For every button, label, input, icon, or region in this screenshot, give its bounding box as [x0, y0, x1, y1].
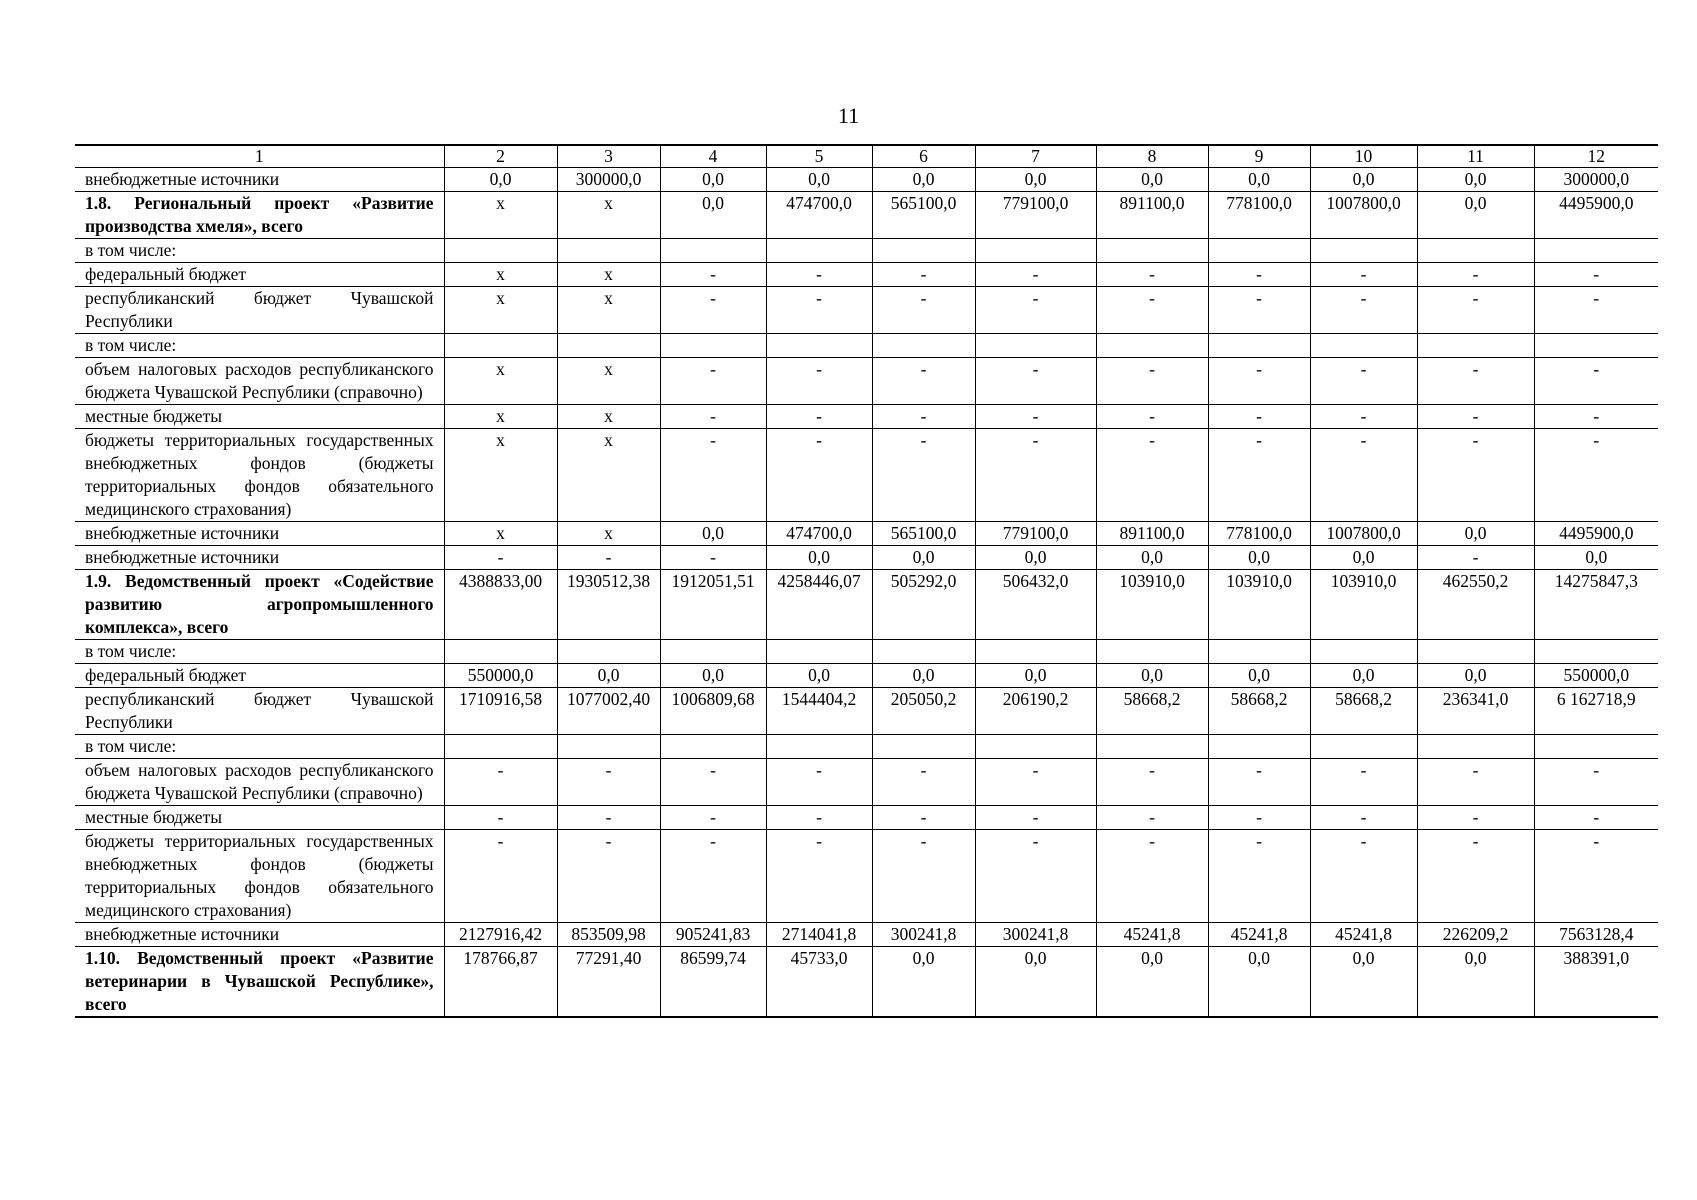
table-cell-col-10: 58668,2: [1310, 688, 1417, 735]
table-cell-col-10: [1310, 334, 1417, 358]
table-cell-col-4: -: [660, 358, 766, 405]
table-cell-col-6: -: [872, 429, 975, 522]
table-cell-col-9: -: [1208, 759, 1310, 806]
table-cell-col-2: -: [444, 759, 557, 806]
column-number-12: 12: [1534, 145, 1658, 168]
column-number-9: 9: [1208, 145, 1310, 168]
table-cell-col-11: [1417, 735, 1534, 759]
table-row: [75, 546, 1658, 570]
table-cell-col-5: 4258446,07: [766, 570, 872, 640]
table-cell-col-3: 1077002,40: [557, 688, 660, 735]
table-cell-col-11: 462550,2: [1417, 570, 1534, 640]
table-cell-col-6: [872, 239, 975, 263]
column-number-10: 10: [1310, 145, 1417, 168]
table-cell-col-10: 1007800,0: [1310, 192, 1417, 239]
table-cell-col-11: 0,0: [1417, 522, 1534, 546]
table-cell-col-5: 0,0: [766, 168, 872, 192]
table-cell-col-11: -: [1417, 429, 1534, 522]
table-cell-col-9: 0,0: [1208, 947, 1310, 1018]
table-cell-col-3: х: [557, 192, 660, 239]
column-number-1: 1: [75, 145, 444, 168]
table-cell-col-7: [975, 735, 1096, 759]
table-cell-col-6: -: [872, 759, 975, 806]
table-cell-col-12: 7563128,4: [1534, 923, 1658, 947]
table-cell-col-9: 778100,0: [1208, 522, 1310, 546]
table-cell-col-9: 0,0: [1208, 168, 1310, 192]
table-cell-col-7: -: [975, 287, 1096, 334]
table-cell-col-9: [1208, 334, 1310, 358]
table-cell-col-6: 0,0: [872, 664, 975, 688]
table-cell-col-5: 1544404,2: [766, 688, 872, 735]
column-number-3: 3: [557, 145, 660, 168]
table-cell-col-6: 505292,0: [872, 570, 975, 640]
row-label: в том числе:: [75, 735, 444, 759]
table-cell-col-3: [557, 239, 660, 263]
table-cell-col-10: -: [1310, 263, 1417, 287]
table-cell-col-10: 0,0: [1310, 664, 1417, 688]
table-cell-col-6: [872, 334, 975, 358]
table-cell-col-3: 853509,98: [557, 923, 660, 947]
table-cell-col-12: -: [1534, 759, 1658, 806]
table-cell-col-4: [660, 735, 766, 759]
table-cell-col-7: -: [975, 263, 1096, 287]
table-cell-col-7: 0,0: [975, 947, 1096, 1018]
table-cell-col-12: -: [1534, 263, 1658, 287]
table-cell-col-10: -: [1310, 358, 1417, 405]
table-cell-col-4: -: [660, 759, 766, 806]
table-cell-col-6: 0,0: [872, 168, 975, 192]
table-cell-col-6: 205050,2: [872, 688, 975, 735]
table-cell-col-7: [975, 334, 1096, 358]
table-row: [75, 664, 1658, 688]
table-cell-col-8: 103910,0: [1096, 570, 1208, 640]
table-cell-col-4: 0,0: [660, 192, 766, 239]
table-cell-col-9: [1208, 735, 1310, 759]
table-cell-col-8: -: [1096, 759, 1208, 806]
row-label: республиканский бюджет Чувашской Республики: [75, 287, 444, 334]
table-cell-col-11: -: [1417, 358, 1534, 405]
table-cell-col-8: [1096, 334, 1208, 358]
table-cell-col-10: 45241,8: [1310, 923, 1417, 947]
column-number-4: 4: [660, 145, 766, 168]
table-cell-col-11: 0,0: [1417, 947, 1534, 1018]
table-cell-col-10: -: [1310, 287, 1417, 334]
table-cell-col-9: -: [1208, 287, 1310, 334]
table-cell-col-11: -: [1417, 830, 1534, 923]
table-cell-col-12: [1534, 334, 1658, 358]
table-cell-col-3: 1930512,38: [557, 570, 660, 640]
table-cell-col-3: х: [557, 522, 660, 546]
row-label: в том числе:: [75, 239, 444, 263]
table-cell-col-11: 236341,0: [1417, 688, 1534, 735]
table-cell-col-8: 891100,0: [1096, 192, 1208, 239]
table-row: [75, 168, 1658, 192]
table-cell-col-5: -: [766, 759, 872, 806]
table-cell-col-12: 4495900,0: [1534, 192, 1658, 239]
table-cell-col-3: [557, 640, 660, 664]
table-cell-col-8: 0,0: [1096, 546, 1208, 570]
table-cell-col-9: [1208, 640, 1310, 664]
table-cell-col-6: -: [872, 806, 975, 830]
row-label: 1.8. Региональный проект «Развитие производства хмеля», всего: [75, 192, 444, 239]
column-number-6: 6: [872, 145, 975, 168]
table-row: [75, 806, 1658, 830]
row-label: внебюджетные источники: [75, 168, 444, 192]
table-row: [75, 570, 1658, 640]
table-cell-col-11: 0,0: [1417, 664, 1534, 688]
table-cell-col-3: -: [557, 830, 660, 923]
row-label: в том числе:: [75, 640, 444, 664]
table-cell-col-10: [1310, 640, 1417, 664]
table-cell-col-6: [872, 640, 975, 664]
table-cell-col-11: [1417, 239, 1534, 263]
column-number-5: 5: [766, 145, 872, 168]
table-cell-col-11: 0,0: [1417, 192, 1534, 239]
table-cell-col-9: 0,0: [1208, 546, 1310, 570]
table-row: [75, 358, 1658, 405]
table-cell-col-4: [660, 239, 766, 263]
table-row: [75, 830, 1658, 923]
table-cell-col-3: х: [557, 263, 660, 287]
table-cell-col-9: -: [1208, 263, 1310, 287]
table-row: [75, 688, 1658, 735]
table-cell-col-9: -: [1208, 358, 1310, 405]
table-cell-col-5: [766, 735, 872, 759]
table-cell-col-11: 226209,2: [1417, 923, 1534, 947]
table-cell-col-4: 1912051,51: [660, 570, 766, 640]
table-cell-col-12: -: [1534, 358, 1658, 405]
table-cell-col-7: 0,0: [975, 168, 1096, 192]
column-number-8: 8: [1096, 145, 1208, 168]
table-row: [75, 735, 1658, 759]
row-label: бюджеты территориальных государственных внебюджетных фондов (бюджеты территориальных фондов обязательного медицинского страхования): [75, 429, 444, 522]
table-cell-col-5: 0,0: [766, 664, 872, 688]
table-cell-col-8: -: [1096, 405, 1208, 429]
table-cell-col-5: -: [766, 358, 872, 405]
table-cell-col-11: [1417, 334, 1534, 358]
table-cell-col-9: 58668,2: [1208, 688, 1310, 735]
table-cell-col-3: [557, 735, 660, 759]
table-cell-col-10: 0,0: [1310, 546, 1417, 570]
table-cell-col-2: 1710916,58: [444, 688, 557, 735]
table-cell-col-4: -: [660, 405, 766, 429]
table-cell-col-9: 45241,8: [1208, 923, 1310, 947]
table-cell-col-3: [557, 334, 660, 358]
table-cell-col-8: -: [1096, 358, 1208, 405]
table-cell-col-2: -: [444, 830, 557, 923]
table-row: [75, 334, 1658, 358]
table-cell-col-3: х: [557, 405, 660, 429]
table-cell-col-7: -: [975, 830, 1096, 923]
table-cell-col-11: 0,0: [1417, 168, 1534, 192]
table-cell-col-9: [1208, 239, 1310, 263]
table-cell-col-4: 0,0: [660, 168, 766, 192]
table-cell-col-12: 4495900,0: [1534, 522, 1658, 546]
table-cell-col-12: 550000,0: [1534, 664, 1658, 688]
table-cell-col-3: 300000,0: [557, 168, 660, 192]
table-row: [75, 640, 1658, 664]
table-cell-col-7: -: [975, 806, 1096, 830]
table-cell-col-2: 2127916,42: [444, 923, 557, 947]
table-cell-col-2: [444, 735, 557, 759]
table-cell-col-10: -: [1310, 405, 1417, 429]
table-cell-col-2: х: [444, 405, 557, 429]
table-row: [75, 947, 1658, 1018]
row-label: местные бюджеты: [75, 405, 444, 429]
table-cell-col-4: [660, 640, 766, 664]
table-cell-col-7: 779100,0: [975, 192, 1096, 239]
column-number-7: 7: [975, 145, 1096, 168]
table-cell-col-9: -: [1208, 806, 1310, 830]
table-cell-col-2: -: [444, 806, 557, 830]
table-cell-col-2: [444, 334, 557, 358]
table-cell-col-11: -: [1417, 759, 1534, 806]
table-cell-col-12: 0,0: [1534, 546, 1658, 570]
table-cell-col-8: 58668,2: [1096, 688, 1208, 735]
table-cell-col-3: х: [557, 287, 660, 334]
table-cell-col-6: 565100,0: [872, 192, 975, 239]
row-label: федеральный бюджет: [75, 263, 444, 287]
table-cell-col-6: -: [872, 405, 975, 429]
table-cell-col-6: 0,0: [872, 546, 975, 570]
table-cell-col-8: 0,0: [1096, 947, 1208, 1018]
table-cell-col-2: 178766,87: [444, 947, 557, 1018]
table-cell-col-7: -: [975, 759, 1096, 806]
table-cell-col-5: -: [766, 806, 872, 830]
table-cell-col-10: -: [1310, 759, 1417, 806]
table-cell-col-8: 45241,8: [1096, 923, 1208, 947]
table-cell-col-12: 300000,0: [1534, 168, 1658, 192]
column-number-11: 11: [1417, 145, 1534, 168]
table-cell-col-2: х: [444, 358, 557, 405]
table-cell-col-3: -: [557, 806, 660, 830]
table-cell-col-6: [872, 735, 975, 759]
table-cell-col-5: [766, 334, 872, 358]
row-label: 1.9. Ведомственный проект «Содействие развитию агропромышленного комплекса», всего: [75, 570, 444, 640]
table-cell-col-10: 103910,0: [1310, 570, 1417, 640]
table-row: [75, 759, 1658, 806]
table-cell-col-10: -: [1310, 429, 1417, 522]
column-number-2: 2: [444, 145, 557, 168]
table-cell-col-10: [1310, 735, 1417, 759]
table-cell-col-4: -: [660, 263, 766, 287]
table-cell-col-4: -: [660, 546, 766, 570]
table-cell-col-4: 905241,83: [660, 923, 766, 947]
table-cell-col-8: -: [1096, 806, 1208, 830]
table-cell-col-4: 86599,74: [660, 947, 766, 1018]
table-row: [75, 522, 1658, 546]
table-cell-col-4: 1006809,68: [660, 688, 766, 735]
financing-table-wrapper: [75, 144, 1658, 1018]
table-row: [75, 429, 1658, 522]
table-cell-col-10: 1007800,0: [1310, 522, 1417, 546]
table-cell-col-2: х: [444, 429, 557, 522]
table-cell-col-9: 778100,0: [1208, 192, 1310, 239]
table-cell-col-11: [1417, 640, 1534, 664]
table-cell-col-12: 6 162718,9: [1534, 688, 1658, 735]
table-cell-col-3: х: [557, 358, 660, 405]
table-cell-col-2: -: [444, 546, 557, 570]
table-cell-col-6: -: [872, 358, 975, 405]
table-cell-col-10: -: [1310, 806, 1417, 830]
table-cell-col-2: х: [444, 263, 557, 287]
table-cell-col-5: 2714041,8: [766, 923, 872, 947]
table-row: [75, 192, 1658, 239]
table-cell-col-11: -: [1417, 405, 1534, 429]
table-cell-col-3: -: [557, 546, 660, 570]
table-cell-col-5: 0,0: [766, 546, 872, 570]
table-cell-col-8: [1096, 239, 1208, 263]
table-cell-col-7: -: [975, 405, 1096, 429]
row-label: местные бюджеты: [75, 806, 444, 830]
table-row: [75, 263, 1658, 287]
row-label: объем налоговых расходов республиканского бюджета Чувашской Республики (справочно): [75, 759, 444, 806]
table-cell-col-7: 300241,8: [975, 923, 1096, 947]
table-cell-col-6: 565100,0: [872, 522, 975, 546]
table-cell-col-12: 14275847,3: [1534, 570, 1658, 640]
table-cell-col-2: х: [444, 522, 557, 546]
table-cell-col-10: 0,0: [1310, 168, 1417, 192]
table-cell-col-3: 77291,40: [557, 947, 660, 1018]
table-cell-col-7: [975, 239, 1096, 263]
table-cell-col-12: [1534, 735, 1658, 759]
table-cell-col-4: 0,0: [660, 664, 766, 688]
table-cell-col-5: 45733,0: [766, 947, 872, 1018]
table-cell-col-12: -: [1534, 806, 1658, 830]
table-cell-col-5: 474700,0: [766, 522, 872, 546]
table-cell-col-7: 0,0: [975, 664, 1096, 688]
table-cell-col-8: 0,0: [1096, 664, 1208, 688]
table-cell-col-8: [1096, 640, 1208, 664]
table-cell-col-3: -: [557, 759, 660, 806]
table-cell-col-12: -: [1534, 830, 1658, 923]
row-label: внебюджетные источники: [75, 522, 444, 546]
table-cell-col-7: 779100,0: [975, 522, 1096, 546]
table-cell-col-12: 388391,0: [1534, 947, 1658, 1018]
table-cell-col-2: х: [444, 192, 557, 239]
table-cell-col-7: 0,0: [975, 546, 1096, 570]
table-row: [75, 287, 1658, 334]
table-row: [75, 405, 1658, 429]
table-cell-col-2: 4388833,00: [444, 570, 557, 640]
row-label: в том числе:: [75, 334, 444, 358]
table-cell-col-8: 0,0: [1096, 168, 1208, 192]
table-cell-col-12: [1534, 239, 1658, 263]
table-cell-col-8: [1096, 735, 1208, 759]
table-cell-col-2: 0,0: [444, 168, 557, 192]
table-cell-col-3: 0,0: [557, 664, 660, 688]
table-cell-col-8: 891100,0: [1096, 522, 1208, 546]
table-cell-col-8: -: [1096, 263, 1208, 287]
table-cell-col-5: -: [766, 263, 872, 287]
table-cell-col-5: -: [766, 830, 872, 923]
table-cell-col-12: [1534, 640, 1658, 664]
table-cell-col-5: 474700,0: [766, 192, 872, 239]
table-cell-col-6: -: [872, 263, 975, 287]
table-header-row: [75, 145, 1658, 168]
row-label: бюджеты территориальных государственных внебюджетных фондов (бюджеты территориальных фондов обязательного медицинского страхования): [75, 830, 444, 923]
table-cell-col-4: [660, 334, 766, 358]
table-cell-col-4: -: [660, 287, 766, 334]
table-cell-col-9: -: [1208, 830, 1310, 923]
table-cell-col-12: -: [1534, 287, 1658, 334]
table-cell-col-11: -: [1417, 287, 1534, 334]
table-cell-col-7: -: [975, 358, 1096, 405]
row-label: федеральный бюджет: [75, 664, 444, 688]
table-cell-col-10: [1310, 239, 1417, 263]
table-row: [75, 923, 1658, 947]
row-label: объем налоговых расходов республиканского бюджета Чувашской Республики (справочно): [75, 358, 444, 405]
table-cell-col-10: -: [1310, 830, 1417, 923]
table-cell-col-8: -: [1096, 830, 1208, 923]
table-cell-col-12: -: [1534, 429, 1658, 522]
table-cell-col-5: [766, 239, 872, 263]
table-cell-col-6: 0,0: [872, 947, 975, 1018]
table-cell-col-5: -: [766, 405, 872, 429]
table-cell-col-6: -: [872, 830, 975, 923]
table-cell-col-9: 103910,0: [1208, 570, 1310, 640]
row-label: внебюджетные источники: [75, 923, 444, 947]
page-number: 11: [837, 103, 860, 128]
table-cell-col-6: 300241,8: [872, 923, 975, 947]
table-cell-col-5: -: [766, 429, 872, 522]
table-cell-col-11: -: [1417, 806, 1534, 830]
table-cell-col-9: -: [1208, 429, 1310, 522]
table-cell-col-2: [444, 640, 557, 664]
table-cell-col-4: -: [660, 806, 766, 830]
table-cell-col-5: [766, 640, 872, 664]
table-cell-col-12: -: [1534, 405, 1658, 429]
table-cell-col-7: [975, 640, 1096, 664]
row-label: 1.10. Ведомственный проект «Развитие ветеринарии в Чувашской Республике», всего: [75, 947, 444, 1018]
table-cell-col-2: х: [444, 287, 557, 334]
table-cell-col-4: -: [660, 830, 766, 923]
table-row: [75, 239, 1658, 263]
table-cell-col-4: 0,0: [660, 522, 766, 546]
table-cell-col-3: х: [557, 429, 660, 522]
table-cell-col-6: -: [872, 287, 975, 334]
row-label: республиканский бюджет Чувашской Республики: [75, 688, 444, 735]
table-cell-col-2: 550000,0: [444, 664, 557, 688]
table-cell-col-8: -: [1096, 287, 1208, 334]
table-cell-col-9: -: [1208, 405, 1310, 429]
table-cell-col-11: -: [1417, 546, 1534, 570]
table-cell-col-7: -: [975, 429, 1096, 522]
table-cell-col-9: 0,0: [1208, 664, 1310, 688]
table-cell-col-7: 506432,0: [975, 570, 1096, 640]
table-cell-col-7: 206190,2: [975, 688, 1096, 735]
table-cell-col-2: [444, 239, 557, 263]
table-cell-col-10: 0,0: [1310, 947, 1417, 1018]
row-label: внебюджетные источники: [75, 546, 444, 570]
financing-table: [75, 144, 1658, 1018]
table-cell-col-8: -: [1096, 429, 1208, 522]
table-cell-col-11: -: [1417, 263, 1534, 287]
table-cell-col-4: -: [660, 429, 766, 522]
table-cell-col-5: -: [766, 287, 872, 334]
